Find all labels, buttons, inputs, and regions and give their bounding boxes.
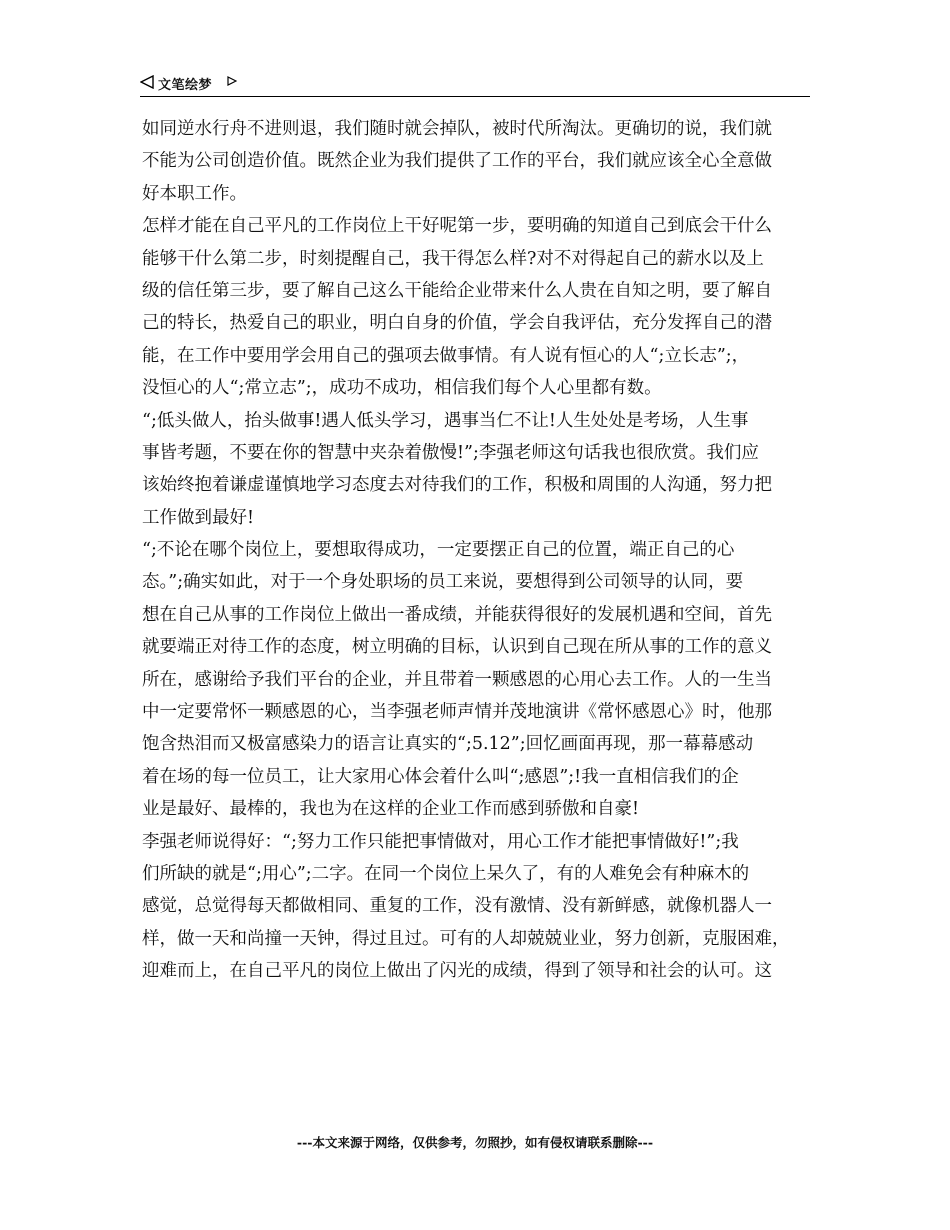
header-brand: 文笔绘梦 (158, 78, 213, 93)
triangle-left-outline-icon (140, 75, 154, 89)
text-line: 着在场的每一位员工，让大家用心体会着什么叫“;感恩”;!我一直相信我们的企 (142, 766, 739, 787)
page-footer: ---本文来源于网络，仅供参考，勿照抄，如有侵权请联系删除--- (296, 1135, 654, 1150)
text-line: 迎难而上，在自己平凡的岗位上做出了闪光的成绩，得到了领导和社会的认可。这 (142, 961, 772, 982)
text-line: 该始终抱着谦虚谨慎地学习态度去对待我们的工作，积极和周围的人沟通，努力把 (142, 475, 772, 496)
text-line: 饱含热泪而又极富感染力的语言让真实的“;5.12”;回忆画面再现，那一幕幕感动 (142, 734, 754, 755)
text-line: 态。”;确实如此，对于一个身处职场的员工来说，要想得到公司领导的认同，要 (142, 572, 744, 593)
text-line: 如同逆水行舟不进则退，我们随时就会掉队，被时代所淘汰。更确切的说，我们就 (142, 119, 772, 139)
text-line: 业是最好、最棒的，我也为在这样的企业工作而感到骄傲和自豪! (142, 799, 640, 820)
text-line: 能，在工作中要用学会用自己的强项去做事情。有人说有恒心的人“;立长志”;， (142, 345, 750, 366)
header-rule (140, 96, 810, 97)
text-line: 事皆考题，不要在你的智慧中夹杂着傲慢!”;李强老师这句话我也很欣赏。我们应 (142, 442, 759, 463)
page-header (140, 72, 810, 96)
triangle-right-outline-icon (227, 76, 237, 86)
text-line: 级的信任第三步，要了解自己这么干能给企业带来什么人贵在自知之明，要了解自 (142, 280, 772, 301)
text-line: 感觉，总觉得每天都做相同、重复的工作，没有激情、没有新鲜感，就像机器人一 (142, 896, 772, 917)
text-line: 所在，感谢给予我们平台的企业，并且带着一颗感恩的心用心去工作。人的一生当 (142, 669, 772, 690)
text-line: 工作做到最好! (142, 507, 255, 528)
text-line: 己的特长，热爱自己的职业，明白自身的价值，学会自我评估，充分发挥自己的潜 (142, 313, 772, 334)
text-line: 们所缺的就是“;用心”;二字。在同一个岗位上呆久了，有的人难免会有种麻木的 (142, 863, 750, 884)
text-line: 李强老师说得好：“;努力工作只能把事情做对，用心工作才能把事情做好!”;我 (142, 831, 739, 852)
text-line: “;低头做人，抬头做事!遇人低头学习，遇事当仁不让!人生处处是考场，人生事 (142, 410, 749, 431)
text-line: 怎样才能在自己平凡的工作岗位上干好呢第一步，要明确的知道自己到底会干什么 (142, 216, 772, 237)
text-line: 样，做一天和尚撞一天钟，得过且过。可有的人却兢兢业业，努力创新，克服困难， (142, 928, 790, 949)
text-line: 就要端正对待工作的态度，树立明确的目标，认识到自己现在所从事的工作的意义 (142, 637, 772, 658)
text-line: “;不论在哪个岗位上，要想取得成功，一定要摆正自己的位置，端正自己的心 (142, 540, 735, 561)
text-line: 没恒心的人“;常立志”;，成功不成功，相信我们每个人心里都有数。 (142, 378, 662, 399)
text-line: 想在自己从事的工作岗位上做出一番成绩，并能获得很好的发展机遇和空间，首先 (142, 604, 772, 625)
text-line: 不能为公司创造价值。既然企业为我们提供了工作的平台，我们就应该全心全意做 (142, 151, 772, 172)
text-line: 中一定要常怀一颗感恩的心，当李强老师声情并茂地演讲《常怀感恩心》时，他那 (142, 702, 772, 723)
text-line: 好本职工作。 (142, 183, 247, 204)
text-line: 能够干什么第二步，时刻提醒自己，我干得怎么样?对不对得起自己的薪水以及上 (142, 248, 764, 269)
body-text (142, 113, 810, 988)
